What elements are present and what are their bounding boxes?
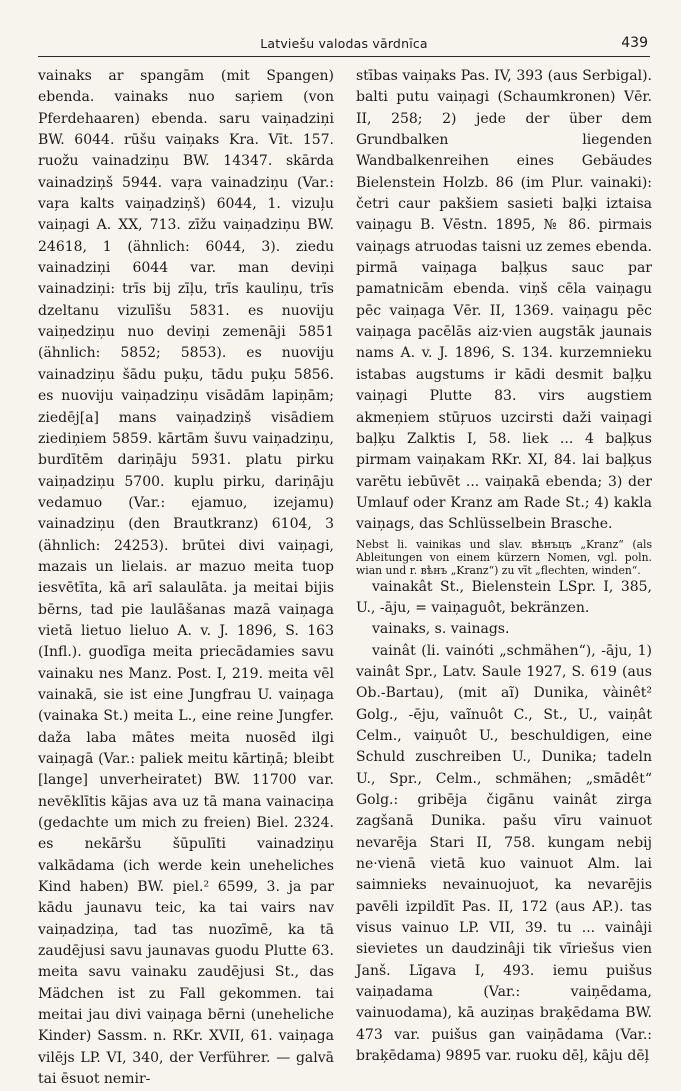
page-header — [38, 30, 650, 57]
headword-entry-vainaks: vainaks, s. vainags. — [372, 621, 510, 638]
left-column — [38, 66, 334, 1088]
page-number: 439 — [621, 35, 648, 51]
entry-paragraph: vainaks ar spangām (mit Spangen) ebenda. vainaks nuo saŗiem (von Pferdehaaren) ebenda. saru vaiņadziņi BW. 6044. rūšu vaiņaks Kra. Vīt. 157. ruožu vainadziņu BW. 14347. skārda vainadziņš 5944. vaŗa vainadziņu (Var.: vaŗa kalts vaiņadziņš) 6044, 1. vizuļu vaiņagi A. XX, 713. zīžu vaiņadziņu BW. 24618, 1 (ähnlich: 6044, 3). ziedu vainadziņi 6044 var. man deviņi vainadziņi: trīs bij zīļu, trīs kauliņu, trīs dzeltanu vizulīšu 5831. es nuoviju vaiņedziņu nuo deviņi zemenāji 5851 (ähnlich: 5852; 5853). es nuoviju vainadziņu šādu puķu, tādu puķu 5856. es nuoviju vaiņadziņu visādām lapiņām; ziedēj[a] mans vaiņadziņš visādiem ziediņiem 5859. kārtām šuvu vaiņadziņu, burdītēm dariņāju 5931. platu pirku vaiņadziņu 5700. kuplu pirku, dariņāju vedamuo (Var.: ejamuo, izejamu) vainadziņu (den Brautkranz) 6104, 3 (ähnlich: 24253). brūtei divi vaiņagi, mazais un lielais. ar mazuo meita tuop iesvētīta, kā arī salaulāta. ja meitai bijis bērns, tad pie laulāšanas mazā vaiņaga vietā lietuo lieluo A. v. J. 1896, S. 163 (Infl.). guodīga meita priecādamies savu vainaku nes Manz. Post. I, 219. meita vēl vainakā, sie ist eine Jungfrau U. vaiņaga (vainaka St.) meita L., eine reine Jungfer. daža laba mātes meita nuosēd ilgi vaiņagā (Var.: paliek meitu kārtiņā; bleibt [lange] unverheiratet) BW. 11700 var. nevēklītis kājas ava uz tā mana vainaciņa (gedachte um mich zu freien) Biel. 2324. es nekāršu šūpulīti vainadziņu valkādama (ich werde kein uneheliches Kind haben) BW. piel.² 6599, 3. ja par kādu jaunavu teic, ka tai vairs nav vaiņadziņa, tad tas nuozīmē, ka tā zaudējusi savu jaunavas guodu Plutte 63. meita savu vainaku zaudējusi St., das Mädchen ist zu Fall gekommen. tai meitai jau divi vaiņaga bērni (uneheliche Kinder) Sassm. n. RKr. XVII, 61. vaiņaga vilējs LP. VI, 340, der Verführer. — galvā tai ēsuot nemir- — [38, 68, 334, 1088]
headword-entry-vainakat: vainakât St., Bielenstein LSpr. I, 385, U., -āju, = vaiņaguôt, bekränzen. — [356, 578, 652, 616]
right-column — [356, 66, 652, 1065]
etymology-note: Nebst li. vainikas und slav. вѣнъцъ „Kranz“ (als Ableitungen von einem kürzern Nomen, vgl. poln. wian und r. вѣнъ „Kranz“) zu vīt „flechten, winden“. — [356, 537, 652, 577]
running-title: Latviešu valodas vārdnīca — [260, 36, 428, 51]
entry-paragraph: stības vaiņaks Pas. IV, 393 (aus Serbigal). balti putu vaiņagi (Schaumkronen) Vēr. II, 258; 2) jede der über dem Grundbalken liegenden Wandbalkenreihen eines Gebäudes Bielenstein Holzb. 86 (im Plur. vainaki): četri caur pakšiem sasieti baļķi iztaisa vaiņagu B. Vēstn. 1895, № 86. pirmais vaiņags atruodas taisni uz zemes ebenda. pirmā vaiņaga baļķus sauc par pamatnicām ebenda. viņš cēla vaiņagu pēc vaiņaga Vēr. II, 1369. vaiņagu pēc vaiņaga pacēlās aiz·vien augstāk jaunais nams A. v. J. 1896, S. 134. kurzemnieku istabas augstums ir kādi desmit baļķu vaiņagi Plutte 83. virs augstiem akmeņiem stūŗuos uzcirsti daži vaiņagi baļķu Zalktis I, 58. liek ... 4 baļķus pirmam vaiņakam RKr. XI, 84. lai baļķus varētu iebūvēt ... vaiņakā ebenda; 3) der Umlauf oder Kranz am Rade St.; 4) kakla vaiņags, das Schlüsselbein Brasche. — [356, 68, 652, 533]
headword-entry-vainat: vainât (li. vainóti „schmähen“), -āju, 1) vainât Spr., Latv. Saule 1927, S. 619 (aus Ob.-Bartau), (mit aĩ) Dunika, vàinêt² Golg., -ēju, vaĩnuôt C., St., U., vaiņât Celm., vaiņuôt U., beschuldigen, eine Schuld zuschreiben U., Dunika; tadeln U., Spr., Celm., schmähen; „smādêt“ Golg.: gribēja čigānu vainât zirga zagšanā Dunika. pašu vīru vainuot nevarēja Stari II, 758. kungam nebij ne·vienā vietā kuo vainuot Alm. lai saimnieks nevainuojuot, ka nevarējis pavēli izpildīt Pas. II, 172 (aus AP.). tas visus vainuo LP. VII, 39. tu ... vainâji sievietes un daudzinâji tik vīriešus vien Janš. Līgava I, 493. iemu puišus vaiņadama (Var.: vaiņēdama, vainuodama), kā auziņas braķēdama BW. 473 var. puišus gan vaiņādama (Var.: braķēdama) 9895 var. ruoku dēļ, kāju dēļ — [356, 642, 652, 1065]
